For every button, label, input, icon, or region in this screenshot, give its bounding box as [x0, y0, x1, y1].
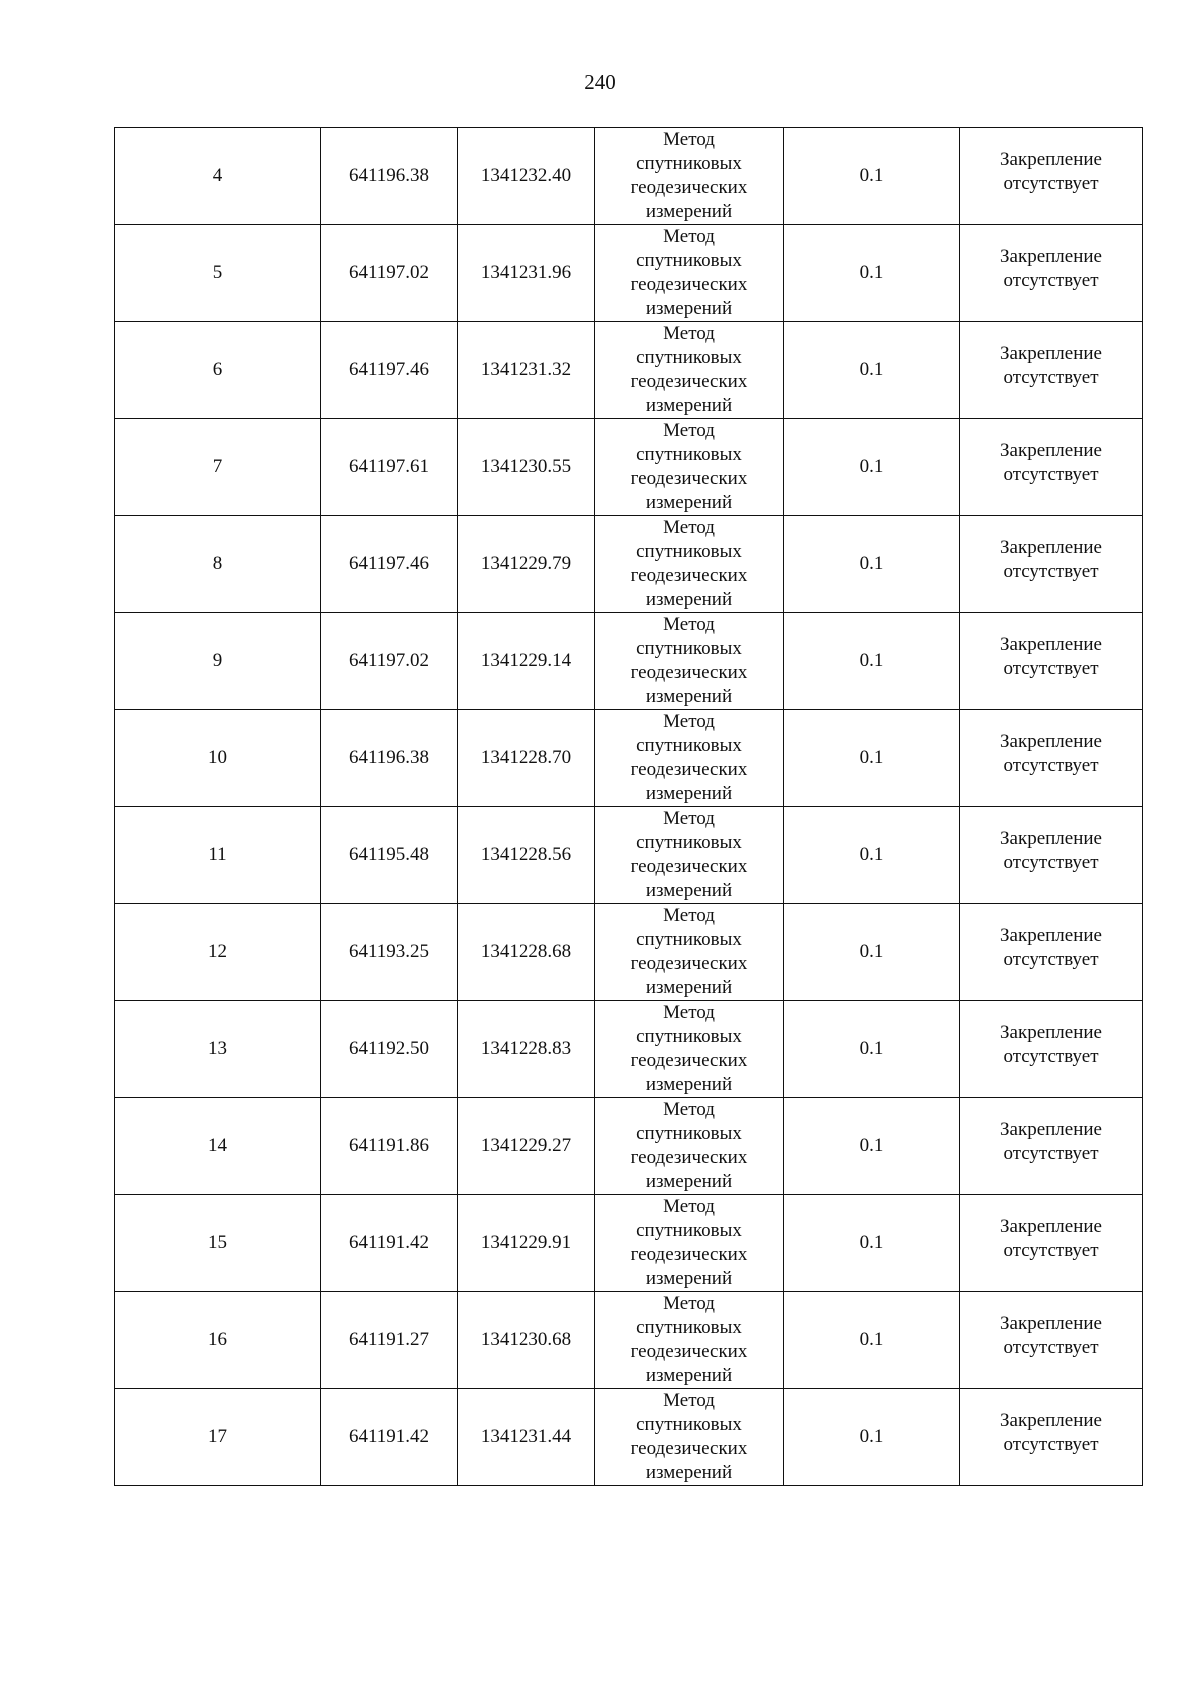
fixation-cell: [960, 516, 1143, 613]
method-line: измерений: [645, 1268, 733, 1289]
fixation-line: отсутствует: [1003, 1240, 1099, 1261]
accuracy-cell: 0.1: [784, 1195, 960, 1292]
table-row: [115, 1389, 1143, 1486]
table-row: [115, 710, 1143, 807]
method-line: спутниковых: [636, 1317, 742, 1338]
x-coordinate-cell: 641191.27: [321, 1292, 458, 1389]
method-line: геодезических: [630, 371, 748, 392]
method-line: измерений: [645, 686, 733, 707]
fixation-line: отсутствует: [1003, 173, 1099, 194]
method-line: измерений: [645, 492, 733, 513]
fixation-line: отсутствует: [1003, 367, 1099, 388]
method-line: геодезических: [630, 468, 748, 489]
y-coordinate-cell: 1341228.83: [458, 1001, 595, 1098]
method-line: геодезических: [630, 177, 748, 198]
accuracy-cell: 0.1: [784, 1098, 960, 1195]
method-line: измерений: [645, 783, 733, 804]
point-number-cell: 17: [115, 1389, 321, 1486]
method-cell: [595, 128, 784, 225]
method-line: спутниковых: [636, 153, 742, 174]
fixation-cell: [960, 128, 1143, 225]
fixation-line: Закрепление: [1000, 731, 1102, 752]
accuracy-cell: 0.1: [784, 1389, 960, 1486]
method-line: геодезических: [630, 1438, 748, 1459]
method-cell: [595, 225, 784, 322]
accuracy-cell: 0.1: [784, 807, 960, 904]
method-line: измерений: [645, 298, 733, 319]
x-coordinate-cell: 641192.50: [321, 1001, 458, 1098]
method-line: Метод: [663, 905, 715, 926]
y-coordinate-cell: 1341229.79: [458, 516, 595, 613]
fixation-line: Закрепление: [1000, 1216, 1102, 1237]
method-line: измерений: [645, 589, 733, 610]
method-line: спутниковых: [636, 832, 742, 853]
fixation-cell: [960, 1001, 1143, 1098]
point-number-cell: 12: [115, 904, 321, 1001]
fixation-cell: [960, 1389, 1143, 1486]
method-line: спутниковых: [636, 541, 742, 562]
fixation-cell: [960, 904, 1143, 1001]
method-line: Метод: [663, 808, 715, 829]
table-row: [115, 904, 1143, 1001]
fixation-line: отсутствует: [1003, 658, 1099, 679]
method-cell: [595, 1292, 784, 1389]
method-line: геодезических: [630, 856, 748, 877]
point-number-cell: 10: [115, 710, 321, 807]
y-coordinate-cell: 1341229.14: [458, 613, 595, 710]
fixation-cell: [960, 613, 1143, 710]
fixation-cell: [960, 322, 1143, 419]
method-line: спутниковых: [636, 1414, 742, 1435]
fixation-cell: [960, 1098, 1143, 1195]
method-cell: [595, 613, 784, 710]
method-line: геодезических: [630, 274, 748, 295]
accuracy-cell: 0.1: [784, 710, 960, 807]
fixation-line: Закрепление: [1000, 246, 1102, 267]
method-line: спутниковых: [636, 1026, 742, 1047]
method-line: спутниковых: [636, 250, 742, 271]
point-number-cell: 9: [115, 613, 321, 710]
accuracy-cell: 0.1: [784, 904, 960, 1001]
fixation-line: Закрепление: [1000, 1410, 1102, 1431]
method-line: геодезических: [630, 953, 748, 974]
method-line: геодезических: [630, 662, 748, 683]
fixation-line: отсутствует: [1003, 464, 1099, 485]
x-coordinate-cell: 641197.46: [321, 322, 458, 419]
method-cell: [595, 1389, 784, 1486]
method-line: измерений: [645, 1365, 733, 1386]
fixation-line: отсутствует: [1003, 1337, 1099, 1358]
method-line: Метод: [663, 323, 715, 344]
method-cell: [595, 904, 784, 1001]
x-coordinate-cell: 641191.42: [321, 1389, 458, 1486]
fixation-line: отсутствует: [1003, 270, 1099, 291]
fixation-line: отсутствует: [1003, 1434, 1099, 1455]
fixation-line: Закрепление: [1000, 1119, 1102, 1140]
method-line: спутниковых: [636, 347, 742, 368]
fixation-cell: [960, 419, 1143, 516]
method-line: измерений: [645, 395, 733, 416]
fixation-cell: [960, 1292, 1143, 1389]
method-line: Метод: [663, 1002, 715, 1023]
fixation-line: отсутствует: [1003, 852, 1099, 873]
accuracy-cell: 0.1: [784, 516, 960, 613]
method-line: спутниковых: [636, 1220, 742, 1241]
fixation-line: отсутствует: [1003, 561, 1099, 582]
y-coordinate-cell: 1341231.32: [458, 322, 595, 419]
method-line: Метод: [663, 1390, 715, 1411]
method-line: измерений: [645, 201, 733, 222]
page-number: 240: [584, 70, 616, 94]
point-number-cell: 16: [115, 1292, 321, 1389]
method-cell: [595, 807, 784, 904]
x-coordinate-cell: 641193.25: [321, 904, 458, 1001]
accuracy-cell: 0.1: [784, 613, 960, 710]
y-coordinate-cell: 1341228.56: [458, 807, 595, 904]
fixation-line: отсутствует: [1003, 755, 1099, 776]
x-coordinate-cell: 641191.42: [321, 1195, 458, 1292]
method-cell: [595, 516, 784, 613]
fixation-cell: [960, 807, 1143, 904]
method-line: геодезических: [630, 759, 748, 780]
accuracy-cell: 0.1: [784, 419, 960, 516]
method-line: измерений: [645, 880, 733, 901]
fixation-line: Закрепление: [1000, 1022, 1102, 1043]
point-number-cell: 11: [115, 807, 321, 904]
method-line: спутниковых: [636, 1123, 742, 1144]
x-coordinate-cell: 641196.38: [321, 128, 458, 225]
method-line: Метод: [663, 517, 715, 538]
fixation-line: Закрепление: [1000, 1313, 1102, 1334]
fixation-line: Закрепление: [1000, 440, 1102, 461]
table-row: [115, 1292, 1143, 1389]
fixation-line: Закрепление: [1000, 343, 1102, 364]
method-line: Метод: [663, 1196, 715, 1217]
point-number-cell: 4: [115, 128, 321, 225]
fixation-cell: [960, 1195, 1143, 1292]
fixation-line: отсутствует: [1003, 1143, 1099, 1164]
x-coordinate-cell: 641197.61: [321, 419, 458, 516]
table-row: [115, 516, 1143, 613]
method-line: спутниковых: [636, 735, 742, 756]
method-line: измерений: [645, 1074, 733, 1095]
x-coordinate-cell: 641197.02: [321, 613, 458, 710]
y-coordinate-cell: 1341230.55: [458, 419, 595, 516]
x-coordinate-cell: 641197.02: [321, 225, 458, 322]
point-number-cell: 8: [115, 516, 321, 613]
method-cell: [595, 1001, 784, 1098]
method-line: спутниковых: [636, 444, 742, 465]
point-number-cell: 13: [115, 1001, 321, 1098]
fixation-line: Закрепление: [1000, 537, 1102, 558]
y-coordinate-cell: 1341228.70: [458, 710, 595, 807]
table-row: [115, 128, 1143, 225]
fixation-line: отсутствует: [1003, 1046, 1099, 1067]
method-line: геодезических: [630, 1147, 748, 1168]
fixation-line: Закрепление: [1000, 925, 1102, 946]
fixation-line: отсутствует: [1003, 949, 1099, 970]
accuracy-cell: 0.1: [784, 1001, 960, 1098]
accuracy-cell: 0.1: [784, 128, 960, 225]
x-coordinate-cell: 641197.46: [321, 516, 458, 613]
point-number-cell: 6: [115, 322, 321, 419]
method-line: Метод: [663, 711, 715, 732]
method-cell: [595, 419, 784, 516]
method-line: Метод: [663, 129, 715, 150]
table-row: [115, 419, 1143, 516]
y-coordinate-cell: 1341229.27: [458, 1098, 595, 1195]
x-coordinate-cell: 641195.48: [321, 807, 458, 904]
y-coordinate-cell: 1341228.68: [458, 904, 595, 1001]
table-row: [115, 1001, 1143, 1098]
x-coordinate-cell: 641191.86: [321, 1098, 458, 1195]
method-line: Метод: [663, 1293, 715, 1314]
y-coordinate-cell: 1341231.44: [458, 1389, 595, 1486]
method-cell: [595, 322, 784, 419]
method-cell: [595, 710, 784, 807]
method-line: геодезических: [630, 565, 748, 586]
table-row: [115, 1195, 1143, 1292]
y-coordinate-cell: 1341231.96: [458, 225, 595, 322]
fixation-cell: [960, 710, 1143, 807]
table-row: [115, 613, 1143, 710]
method-line: Метод: [663, 614, 715, 635]
method-line: Метод: [663, 420, 715, 441]
method-line: геодезических: [630, 1341, 748, 1362]
point-number-cell: 15: [115, 1195, 321, 1292]
method-line: спутниковых: [636, 638, 742, 659]
method-line: Метод: [663, 226, 715, 247]
accuracy-cell: 0.1: [784, 1292, 960, 1389]
table-row: [115, 225, 1143, 322]
point-number-cell: 7: [115, 419, 321, 516]
coordinates-table: [114, 127, 1143, 1486]
accuracy-cell: 0.1: [784, 225, 960, 322]
method-line: геодезических: [630, 1050, 748, 1071]
x-coordinate-cell: 641196.38: [321, 710, 458, 807]
coordinates-table-body: [115, 128, 1143, 1486]
table-row: [115, 807, 1143, 904]
fixation-line: Закрепление: [1000, 634, 1102, 655]
fixation-line: Закрепление: [1000, 828, 1102, 849]
method-cell: [595, 1195, 784, 1292]
method-line: геодезических: [630, 1244, 748, 1265]
y-coordinate-cell: 1341229.91: [458, 1195, 595, 1292]
y-coordinate-cell: 1341232.40: [458, 128, 595, 225]
point-number-cell: 14: [115, 1098, 321, 1195]
method-line: Метод: [663, 1099, 715, 1120]
accuracy-cell: 0.1: [784, 322, 960, 419]
fixation-cell: [960, 225, 1143, 322]
point-number-cell: 5: [115, 225, 321, 322]
method-line: измерений: [645, 977, 733, 998]
method-line: измерений: [645, 1171, 733, 1192]
method-line: спутниковых: [636, 929, 742, 950]
table-row: [115, 1098, 1143, 1195]
y-coordinate-cell: 1341230.68: [458, 1292, 595, 1389]
method-line: измерений: [645, 1462, 733, 1483]
fixation-line: Закрепление: [1000, 149, 1102, 170]
table-row: [115, 322, 1143, 419]
method-cell: [595, 1098, 784, 1195]
